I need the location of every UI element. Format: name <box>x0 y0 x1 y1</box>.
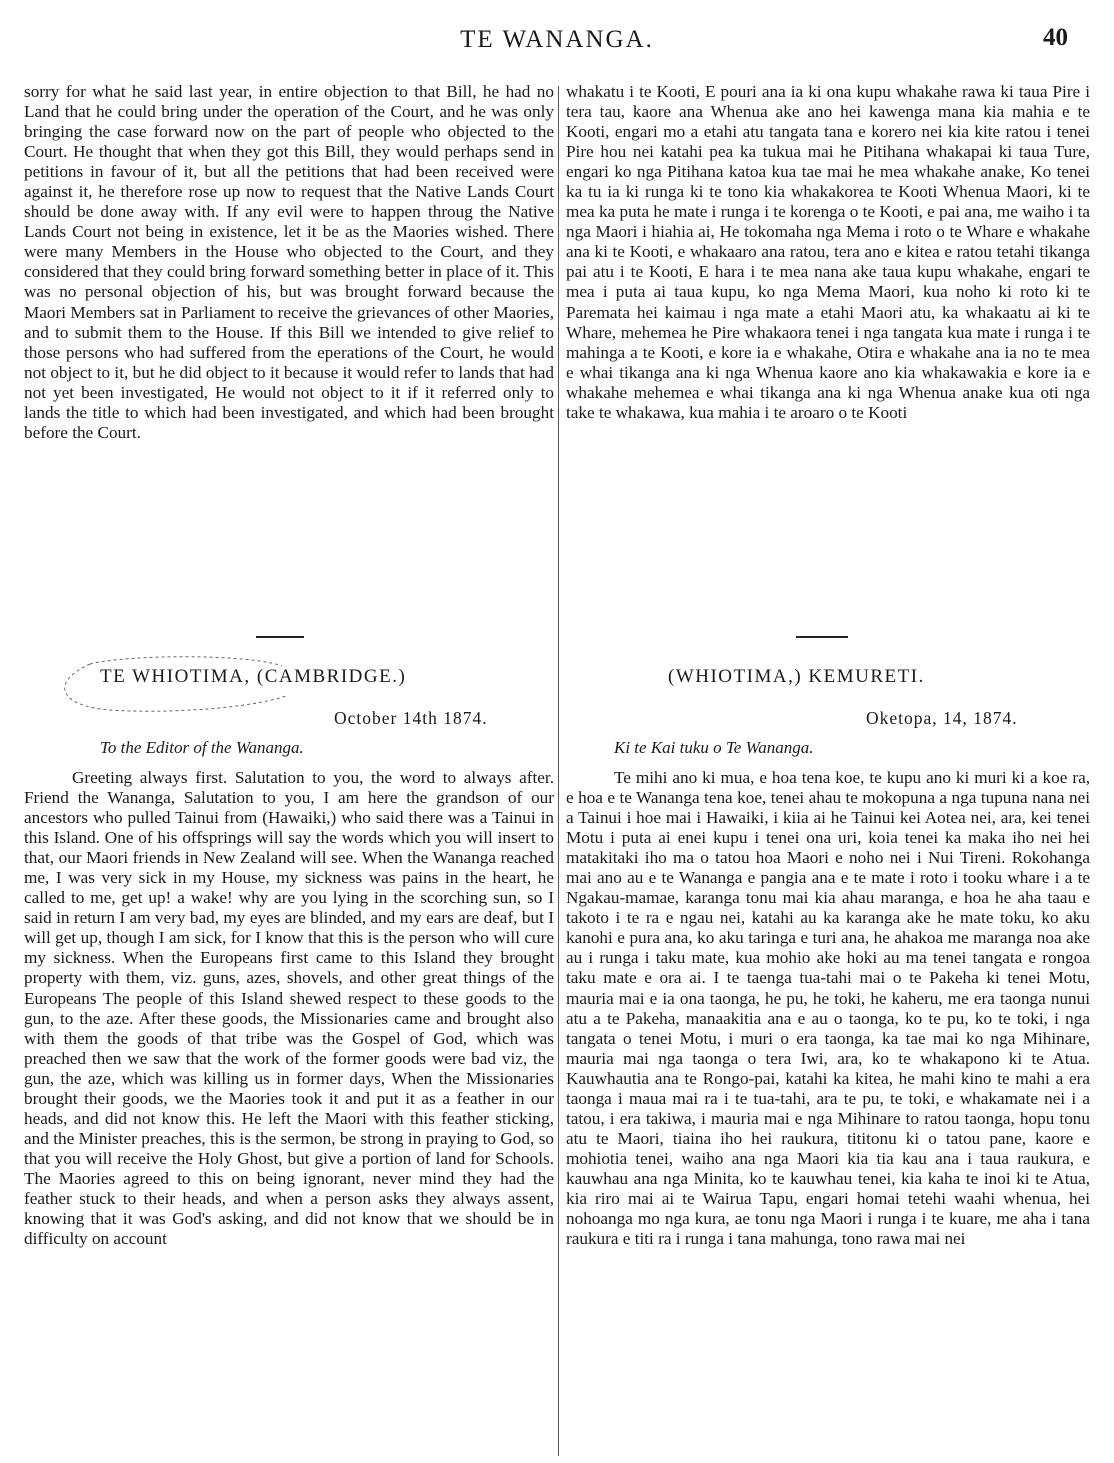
right-article-address: Ki te Kai tuku o Te Wananga. <box>614 738 814 757</box>
left-article-title: TE WHIOTIMA, (CAMBRIDGE.) <box>100 666 407 687</box>
right-section-rule <box>796 636 848 638</box>
column-divider <box>558 86 559 1456</box>
left-article-date: October 14th 1874. <box>334 708 488 728</box>
left-article-address: To the Editor of the Wananga. <box>100 738 304 757</box>
page-header <box>0 26 1114 62</box>
right-article-paragraph: Te mihi ano ki mua, e hoa tena koe, te kupu ano ki muri ki a koe ra, e hoa e te Wananga tena koe, tenei ahau te mokopuna a nga tupuna nana nei a Tainui i hoe mai i Hawaiki, i kiia ai he Tainui kei Aotea nei, ara, kei tenei Motu i puta ai enei kupu i tenei ona uri, koia tenei ka maka iho nei hei matakitaki iho ma o tatou hoa Maori e noho nei i Nui Tireni. Rokohanga mai ano au e te Wananga e pangia ana e te mate i roto i tooku whare i a te Ngakau-mamae, karanga tonu mai kia ahau maranga, e hoa he aha taau e takoto i te ra e ngau nei, katahi au ka karanga ake he mate toku, ko aku kanohi e pura ana, ko aku taringa e turi ana, he ahakoa me maranga noa ake au i runga i taku mate, kua mohio ake hoki au ma tenei tangata e rongoa taku mate e ora ai. I te taenga tua-tahi mai o te Pakeha ki tenei Motu, mauria mai e ia ona taonga, he pu, he toki, he kaheru, me era taonga nunui atu a te Pakeha, manaakitia ana e au o taonga, ko te pu, ko te toki, i nga tangata o tenei Motu, i muri o era taonga, ka tae mai ko nga Mihinare, mauria mai nga taonga o tera Iwi, ara, ko te whakapono ki te Atua. Kauwhautia ana te Rongo-pai, katahi ka kitea, he mahi kino te mahi a era taonga i maua mai ra i te tua-tahi, ara te pu, te toki, e whakamate nei i a tatou, i era takiwa, i mauria mai e nga Mihinare to ratou taonga, hopu tonu atu te Maori, tiaina iho hei raukura, tititonu ki o tatou pane, kaore e mohiotia tenei, waiho ana nga Maori kia tia kau ana i taua raukura, e kauwhau ana nga Minita, ko te kauwhau tenei, kia kaha te inoi ki te Atua, kia riro mai ai te Wairua Tapu, engari homai tetehi waahi whenua, hei nohoanga mo nga kura, ae tonu nga Maori i runga i te kuare, me aha i tana raukura e titi ra i runga i tana mahunga, tono rawa mai nei <box>566 768 1090 1249</box>
right-article-body <box>566 768 1090 1249</box>
left-article-body <box>24 768 554 1249</box>
right-article-title: (WHIOTIMA,) KEMURETI. <box>668 666 925 687</box>
header-title: TE WANANGA. <box>460 26 654 53</box>
left-section-rule <box>256 636 304 638</box>
left-article-paragraph: Greeting always first. Salutation to you, the word to always after. Friend the Wananga, Salutation to you, I am here the grandson of our ancestors who pulled Tainui from (Hawaiki,) who said there was a Tainui in this Island. One of his offsprings will say the words which you will insert to that, our Maori friends in New Zealand will see. When the Wananga reached me, I was very sick in my House, my sickness was pains in the heart, he called to me, get up! a wake! why are you lying in the scorching sun, so I said in return I am very bad, my eyes are blinded, and my ears are deaf, but I will get up, though I am sick, for I know that this is the person who will cure my sickness. When the Europeans first came to this Island they brought property with them, viz. guns, azes, shovels, and other great things of the Europeans The people of this Island shewed respect to these goods to the gun, to the aze. After these goods, the Missionaries came and brought also with them the goods of that tribe was the Gospel of God, which was preached then we saw that the work of the former goods were bad viz, the gun, the aze, which was killing us in former days, When the Missionaries brought their goods, we the Maories took it and put it as a feather in our heads, and did not know this. He left the Maori with this feather sticking, and the Minister preaches, this is the sermon, be strong in praying to God, so that you will receive the Holy Ghost, but give a portion of land for Schools. The Maories agreed to this on being ignorant, never mind they had the feather stuck to their heads, and when a person asks they always assent, knowing that it was God's asking, and did not know that we should be in difficulty on account <box>24 768 554 1249</box>
page-number: 40 <box>1043 24 1068 51</box>
right-article-date: Oketopa, 14, 1874. <box>866 708 1018 728</box>
top-left-paragraph: sorry for what he said last year, in entire objection to that Bill, he had no Land that he could bring under the operation of the Court, and he was only bringing the case forward now on the part of people who objected to the Court. He thought that when they got this Bill, they would perhaps send in petitions in favour of it, but all the petitions that had been received were against it, he therefore rose up now to request that the Native Lands Court should be done away with. If any evil were to happen throug the Native Lands Court not being in existence, let it be as the Maories wished. There were many Members in the House who objected to the Court, and they considered that they could bring forward something better in place of it. This was no personal objection of his, but was brought forward because the Maori Members sat in Parliament to receive the grievances of other Maories, and to submit them to the House. If this Bill we intended to give relief to those persons who had suffered from the eperations of the Court, he would not object to it, but he did object to it because it would refer to lands that had not yet been investigated, He would not object to it if it referred only to lands the title to which had been investigated, and which had been brought before the Court. <box>24 82 554 442</box>
top-right-column <box>566 82 1090 423</box>
top-left-column <box>24 82 554 443</box>
top-right-paragraph: whakatu i te Kooti, E pouri ana ia ki ona kupu whakahe rawa ki taua Pire i tera tau, kaore ana Whenua ake ano hei kawenga mana kia mahia e te Kooti, engari mo a etahi atu tangata tana e korero nei kia kite ratou i tenei Pire hou nei katahi pea ka tukua mai he Pitihana whakapai ki taua Ture, engari ko nga Pitihana katoa kua tae mai he mea whakahe anake, Ko tenei ka tu ia ki runga ki te tono kia whakakorea te Kooti Whenua Maori, ki te mea ka puta he mate i runga i te korenga o te Kooti, e pai ana, me waiho i ta nga Maori i hiahia ai, He tokomaha nga Mema i roto o te Whare e whakahe ana ki te Kooti, e whakaaro ana ratou, tera ano e kitea e ratou tetahi tikanga pai atu i te Kooti, E hara i te mea nana ake taua kupu whakahe, engari te mea i puta ai taua kupu, ko nga Mema Maori, kua noho ki roto ki te Paremata hei kaimau i nga mate a etahi Maori atu, ka whakaatu ai ki te Whare, mehemea he Pire whakaora tenei i nga tangata kua mate i runga i te mahinga a te Kooti, e kore ia e whakahe, Otira e whakahe ana ia no te mea e whai tikanga ana ki nga Whenua kaore ano kia whakawakia e kore ia e whakahe mehemea e whai tikanga ana ki nga Whenua anake kua oti nga take te whakawa, kua mahia i te aroaro o te Kooti <box>566 82 1090 422</box>
